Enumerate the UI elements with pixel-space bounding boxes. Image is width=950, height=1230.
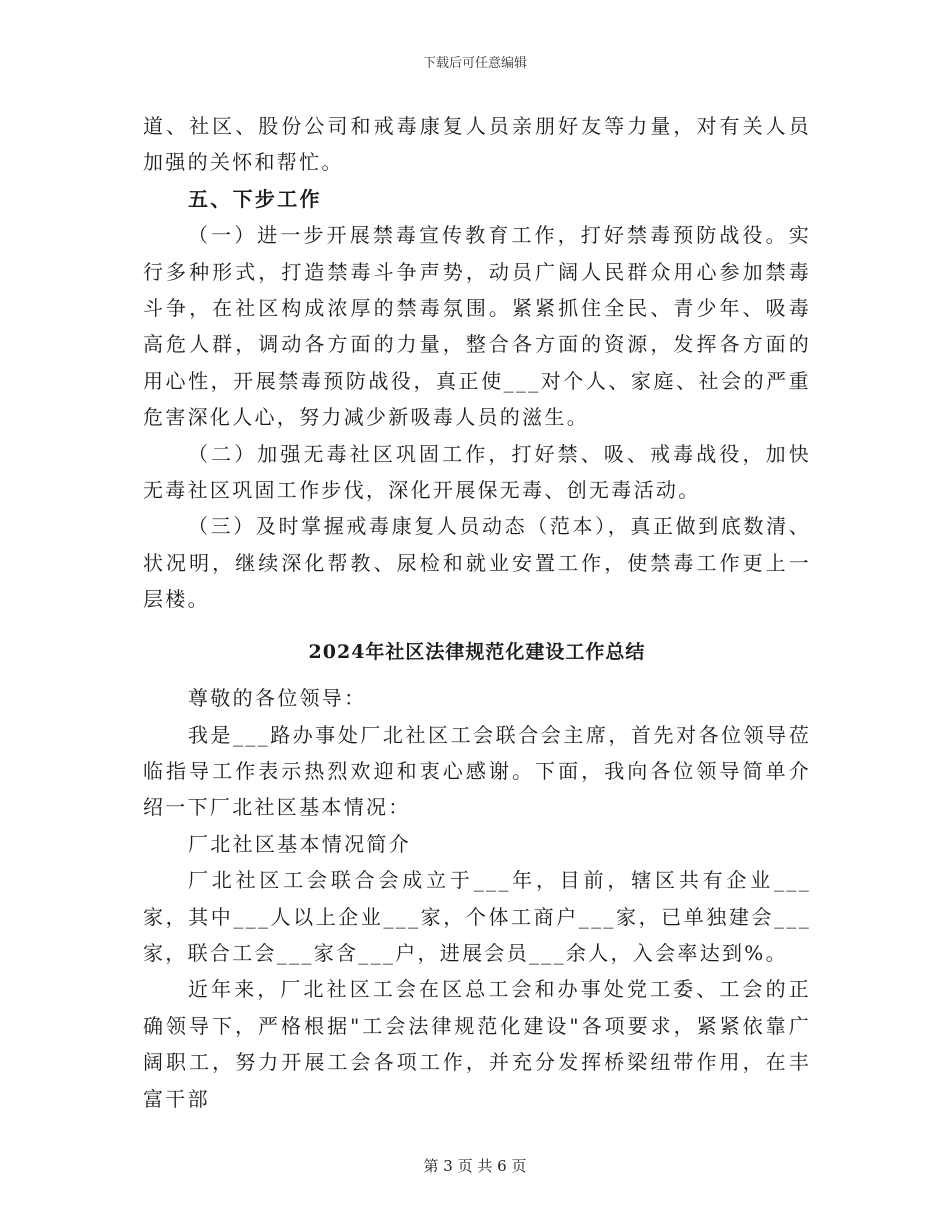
paragraph-intro: 我是___路办事处厂北社区工会联合会主席，首先对各位领导莅临指导工作表示热烈欢迎和衷心感谢。下面，我向各位领导简单介绍一下厂北社区基本情况：	[143, 722, 811, 820]
subheading-community-overview: 厂北社区基本情况简介	[188, 831, 411, 856]
section-heading-next-steps: 五、下步工作	[188, 186, 322, 211]
paragraph-item-3: （三）及时掌握戒毒康复人员动态（范本），真正做到底数清、状况明，继续深化帮教、尿检和就业安置工作，使禁毒工作更上一层楼。	[143, 514, 811, 612]
document-title: 2024年社区法律规范化建设工作总结	[308, 640, 646, 663]
paragraph-item-2: （二）加强无毒社区巩固工作，打好禁、吸、戒毒战役，加快无毒社区巩固工作步伐，深化开展保无毒、创无毒活动。	[143, 441, 811, 503]
paragraph-continuation: 道、社区、股份公司和戒毒康复人员亲朋好友等力量，对有关人员加强的关怀和帮忙。	[143, 114, 811, 175]
paragraph-stats: 厂北社区工会联合会成立于___年，目前，辖区共有企业___家，其中___人以上企业___家，个体工商户___家，已单独建会___家，联合工会___家含___户，进展会员___余人，入会率达到%。	[143, 868, 811, 965]
salutation: 尊敬的各位领导：	[188, 686, 367, 711]
paragraph-item-1: （一）进一步开展禁毒宣传教育工作，打好禁毒预防战役。实行多种形式，打造禁毒斗争声势，动员广阔人民群众用心参加禁毒斗争，在社区构成浓厚的禁毒氛围。紧紧抓住全民、青少年、吸毒高危人群，调动各方面的力量，整合各方面的资源，发挥各方面的用心性，开展禁毒预防战役，真正使___对个人、家庭、社会的严重危害深化人心，努力减少新吸毒人员的滋生。	[143, 223, 811, 430]
paragraph-recent-work: 近年来，厂北社区工会在区总工会和办事处党工委、工会的正确领导下，严格根据"工会法律规范化建设"各项要求，紧紧依靠广阔职工，努力开展工会各项工作，并充分发挥桥梁纽带作用，在丰富干部	[143, 977, 811, 1111]
page-number: 第 3 页 共 6 页	[423, 1157, 527, 1175]
document-body	[143, 108, 811, 1117]
page-header: 下载后可任意编辑	[422, 56, 527, 71]
